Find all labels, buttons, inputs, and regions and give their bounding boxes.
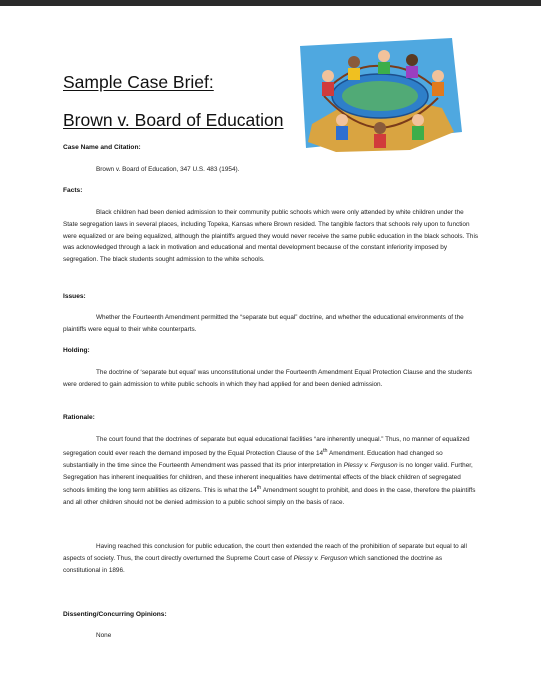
- top-border: [0, 0, 541, 6]
- heading-issues: Issues:: [63, 293, 86, 300]
- case-citation: Brown v. Board of Education, 347 U.S. 483 (1954).: [96, 166, 240, 173]
- heading-opinions: Dissenting/Concurring Opinions:: [63, 611, 167, 618]
- page-title-line-1: Sample Case Brief:: [63, 72, 214, 92]
- case-reference-plessy: Plessy v. Ferguson: [293, 554, 348, 562]
- superscript-th: th: [256, 485, 262, 492]
- heading-facts: Facts:: [63, 187, 83, 194]
- rationale-paragraph-1: The court found that the doctrines of separate but equal educational facilities “are inherently unequal.” Thus, no manner of equalized segregation could ever reach the demand imposed by the Equal Protection Clause of the 14th Amendment. Education had changed so substantially in the time since the Fourteenth Amendment was passed that its prior interpretation in Plessy v. Ferguson is no longer valid. Further, Segregation has inherent inequalities for children, and these inherent inequalities have detrimental effects of the black children of segregated schools limiting the long term abilities as citizens. This is what the 14th Amendment sought to prohibit, and does in the case, therefore the plaintiffs and all other children should not be denied admission to a public school simply on the basis of race.: [63, 436, 476, 507]
- page-title-line-2: Brown v. Board of Education: [63, 110, 284, 130]
- children-globe-clipart: [292, 36, 464, 154]
- holding-paragraph: The doctrine of ‘separate but equal’ was unconstitutional under the Fourteenth Amendment Equal Protection Clause and the students were ordered to gain admission to white public schools in which they had applied for and been denied admission.: [63, 369, 472, 388]
- heading-case-name: Case Name and Citation:: [63, 144, 141, 151]
- issues-paragraph: Whether the Fourteenth Amendment permitted the “separate but equal” doctrine, and whether the educational environments of the plaintiffs were equal to their white counterparts.: [63, 314, 464, 333]
- heading-rationale: Rationale:: [63, 414, 95, 421]
- facts-paragraph: Black children had been denied admission to their community public schools which were only attended by white children under the State segregation laws in several places, including Topeka, Kansas where Brown resided. The tangible factors that schools rely upon to function were equalized or are being equalized, although the plaintiffs argued they would never receive the same public education in the black schools. This was acknowledged through a lack in motivation and educational and mental development because of the constant inferiority imposed by segregation. The black students sought admission to the white schools.: [63, 209, 479, 264]
- heading-holding: Holding:: [63, 347, 90, 354]
- opinions-text: None: [96, 632, 112, 639]
- superscript-th: th: [323, 447, 328, 454]
- case-reference-plessy: Plessy v. Ferguson: [343, 461, 398, 469]
- rationale-paragraph-2: Having reached this conclusion for public education, the court then extended the reach of the prohibition of separate but equal to all aspects of society. Thus, the court directly overturned the Supreme Court case of Plessy v. Ferguson which sanctioned the doctrine as constitutional in 1896.: [63, 543, 467, 574]
